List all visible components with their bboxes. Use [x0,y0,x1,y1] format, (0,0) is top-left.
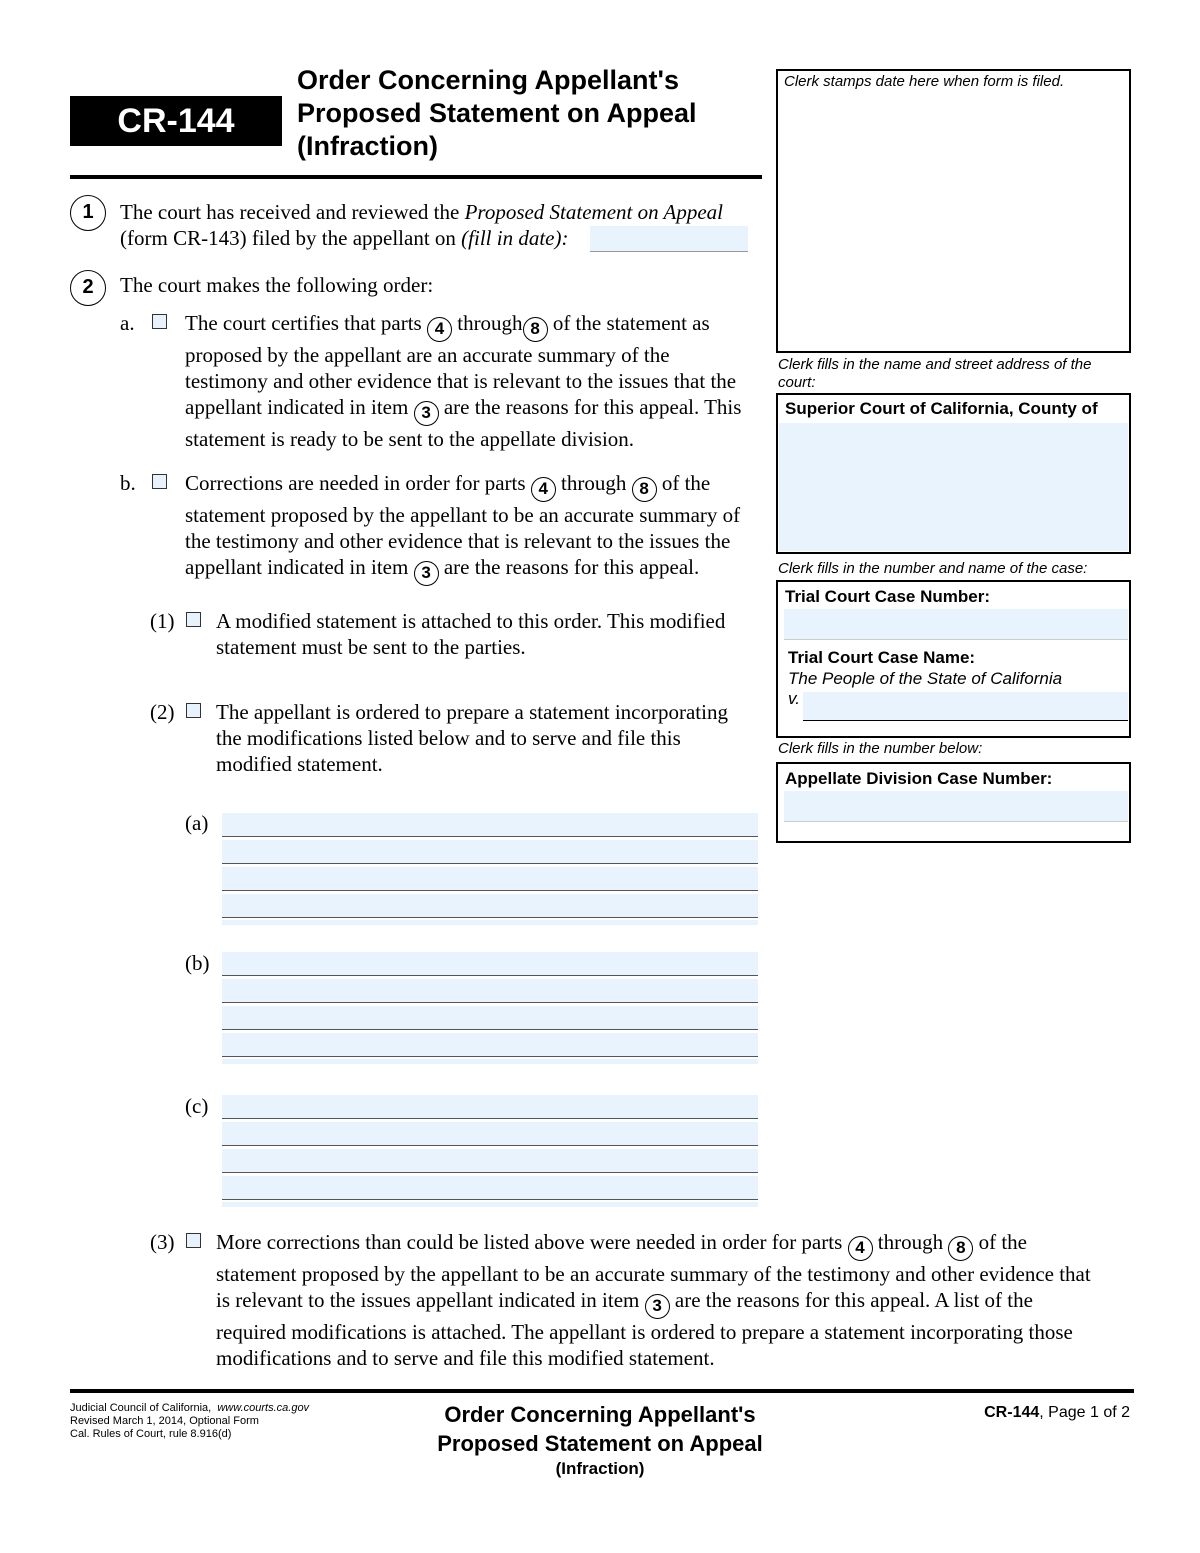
item-2b3-t1: More corrections than could be listed above were needed in order for parts [216,1230,848,1254]
item-2b3-line2: statement proposed by the appellant to be an accurate summary of the testimony and other evidence that [216,1262,1091,1286]
footer-page-number: , Page 1 of 2 [1039,1404,1130,1421]
court-label: Superior Court of California, County of [785,399,1098,418]
item-2b-t5: are the reasons for this appeal. [438,555,700,579]
form-title-line1: Order Concerning Appellant's [297,65,679,95]
item-1-form-name: Proposed Statement on Appeal [464,200,723,224]
item-2b-letter: b. [120,471,136,495]
clerk-court-note: Clerk fills in the name and street address of the court: [778,356,1092,391]
item-2a-t1: The court certifies that parts [185,311,427,335]
case-number-field[interactable] [784,609,1128,640]
modification-c-line-2[interactable] [222,1122,758,1146]
modification-a-line-4[interactable] [222,894,758,918]
modification-b-line-3[interactable] [222,1006,758,1030]
appellate-case-label: Appellate Division Case Number: [785,769,1053,788]
item-2b3-t2: through [872,1230,949,1254]
item-2b-line3: the testimony and other evidence that is relevant to the issues the [185,529,731,553]
item-2b-line2: statement proposed by the appellant to be an accurate summary of [185,503,741,527]
footer-rules: Cal. Rules of Court, rule 8.916(d) [70,1428,232,1440]
item-1-number: 1 [70,195,106,231]
modification-c-tail [222,1202,758,1207]
footer-page-info [984,1404,1130,1422]
case-name-label: Trial Court Case Name: [788,648,976,667]
item-2b2-line3: modified statement. [216,752,383,776]
item-3-marker: 3 [414,401,439,426]
item-2a-line3: testimony and other evidence that is relevant to the issues that the [185,369,737,393]
item-2-number: 2 [70,270,106,306]
item-2b3-checkbox[interactable] [186,1233,201,1248]
item-2b-checkbox[interactable] [152,474,167,489]
item-2b3-t5: are the reasons for this appeal. A list of the [669,1288,1033,1312]
footer-title-line1: Order Concerning Appellant's [444,1402,756,1427]
item-2a-checkbox[interactable] [152,314,167,329]
footer-form-number: CR-144 [984,1404,1040,1421]
footer-divider [70,1389,1134,1393]
footer-title-line2: Proposed Statement on Appeal [437,1431,763,1456]
modification-a-tail [222,920,758,925]
modification-c-line-1[interactable] [222,1095,758,1119]
clerk-stamp-note: Clerk stamps date here when form is filed. [784,73,1065,90]
form-number-badge: CR-144 [70,96,282,146]
item-2b3-text [216,1229,1146,1371]
part-4-marker: 4 [531,477,556,502]
defendant-name-field[interactable] [803,692,1128,721]
part-4-marker: 4 [427,317,452,342]
item-2b2-line1: The appellant is ordered to prepare a statement incorporating [216,700,728,724]
item-3-marker: 3 [645,1294,670,1319]
modification-c-line-4[interactable] [222,1176,758,1200]
form-title [297,64,767,163]
footer-website: www.courts.ca.gov [217,1402,310,1414]
footer-title-line3: (Infraction) [555,1459,645,1478]
clerk-stamp-box [776,69,1131,353]
modification-a-line-2[interactable] [222,840,758,864]
item-2a-t4: appellant indicated in item [185,395,414,419]
item-2b2-line2: the modifications listed below and to serve and file this [216,726,681,750]
modification-a-line-3[interactable] [222,867,758,891]
versus-label: v. [788,689,800,708]
modification-b-line-1[interactable] [222,952,758,976]
modification-c-line-3[interactable] [222,1149,758,1173]
item-2b-t3: of the [656,471,711,495]
item-3-marker: 3 [414,561,439,586]
modification-b-line-4[interactable] [222,1033,758,1057]
court-address-field[interactable] [779,423,1128,551]
item-2b-text [185,470,765,586]
item-2a-t3: of the statement as [547,311,710,335]
footer-title [400,1400,800,1480]
appellate-case-field[interactable] [784,791,1128,822]
item-2b-t4: appellant indicated in item [185,555,414,579]
appellate-case-box [776,762,1131,843]
part-8-marker: 8 [523,317,548,342]
case-name-value: The People of the State of California [788,669,1063,688]
modification-b-line-2[interactable] [222,979,758,1003]
case-number-label: Trial Court Case Number: [785,587,990,606]
item-2a-line2: proposed by the appellant are an accurate summary of the [185,343,670,367]
footer-council-name: Judicial Council of California, [70,1402,212,1414]
modification-c-label: (c) [185,1094,209,1118]
item-2b1-line2: statement must be sent to the parties. [216,635,526,659]
item-2b2-label: (2) [150,700,175,724]
court-address-box [776,393,1131,554]
item-2b2-text [216,699,766,777]
clerk-case-note: Clerk fills in the number and name of the case: [778,560,1088,577]
item-1-fill-hint: (fill in date): [461,226,569,250]
form-title-line3: (Infraction) [297,131,438,161]
item-2b-t1: Corrections are needed in order for parts [185,471,531,495]
item-2b1-text [216,608,766,660]
footer-council [70,1402,309,1415]
modification-a-line-1[interactable] [222,813,758,837]
clerk-appellate-note: Clerk fills in the number below: [778,740,983,757]
case-info-box [776,580,1131,738]
form-title-line2: Proposed Statement on Appeal [297,98,697,128]
item-2b1-line1: A modified statement is attached to this order. This modified [216,609,726,633]
item-2b3-t4: is relevant to the issues appellant indicated in item [216,1288,645,1312]
item-2a-line5: statement is ready to be sent to the appellate division. [185,427,635,451]
filed-date-field[interactable] [590,226,748,252]
item-1-text-a: The court has received and reviewed the [120,200,465,224]
item-2b3-line4: required modifications is attached. The appellant is ordered to prepare a statement incorporating those [216,1320,1073,1344]
modification-a-label: (a) [185,811,209,835]
item-2b3-line5: modifications and to serve and file this modified statement. [216,1346,715,1370]
part-8-marker: 8 [632,477,657,502]
footer-revised: Revised March 1, 2014, Optional Form [70,1415,259,1427]
item-2b1-label: (1) [150,609,175,633]
item-2b1-checkbox[interactable] [186,612,201,627]
item-2b3-t3: of the [973,1230,1027,1254]
item-2a-text [185,310,765,452]
part-4-marker: 4 [848,1236,873,1261]
item-2-intro: The court makes the following order: [120,273,434,297]
part-8-marker: 8 [948,1236,973,1261]
item-2b2-checkbox[interactable] [186,703,201,718]
item-1-text-b: (form CR-143) filed by the appellant on [120,226,462,250]
item-2b-t2: through [555,471,632,495]
item-2a-letter: a. [120,311,135,335]
modification-b-tail [222,1059,758,1064]
item-2b3-label: (3) [150,1230,175,1254]
modification-b-label: (b) [185,951,210,975]
title-divider [70,175,762,179]
item-2a-t2: through [451,311,523,335]
item-2a-t5: are the reasons for this appeal. This [438,395,742,419]
